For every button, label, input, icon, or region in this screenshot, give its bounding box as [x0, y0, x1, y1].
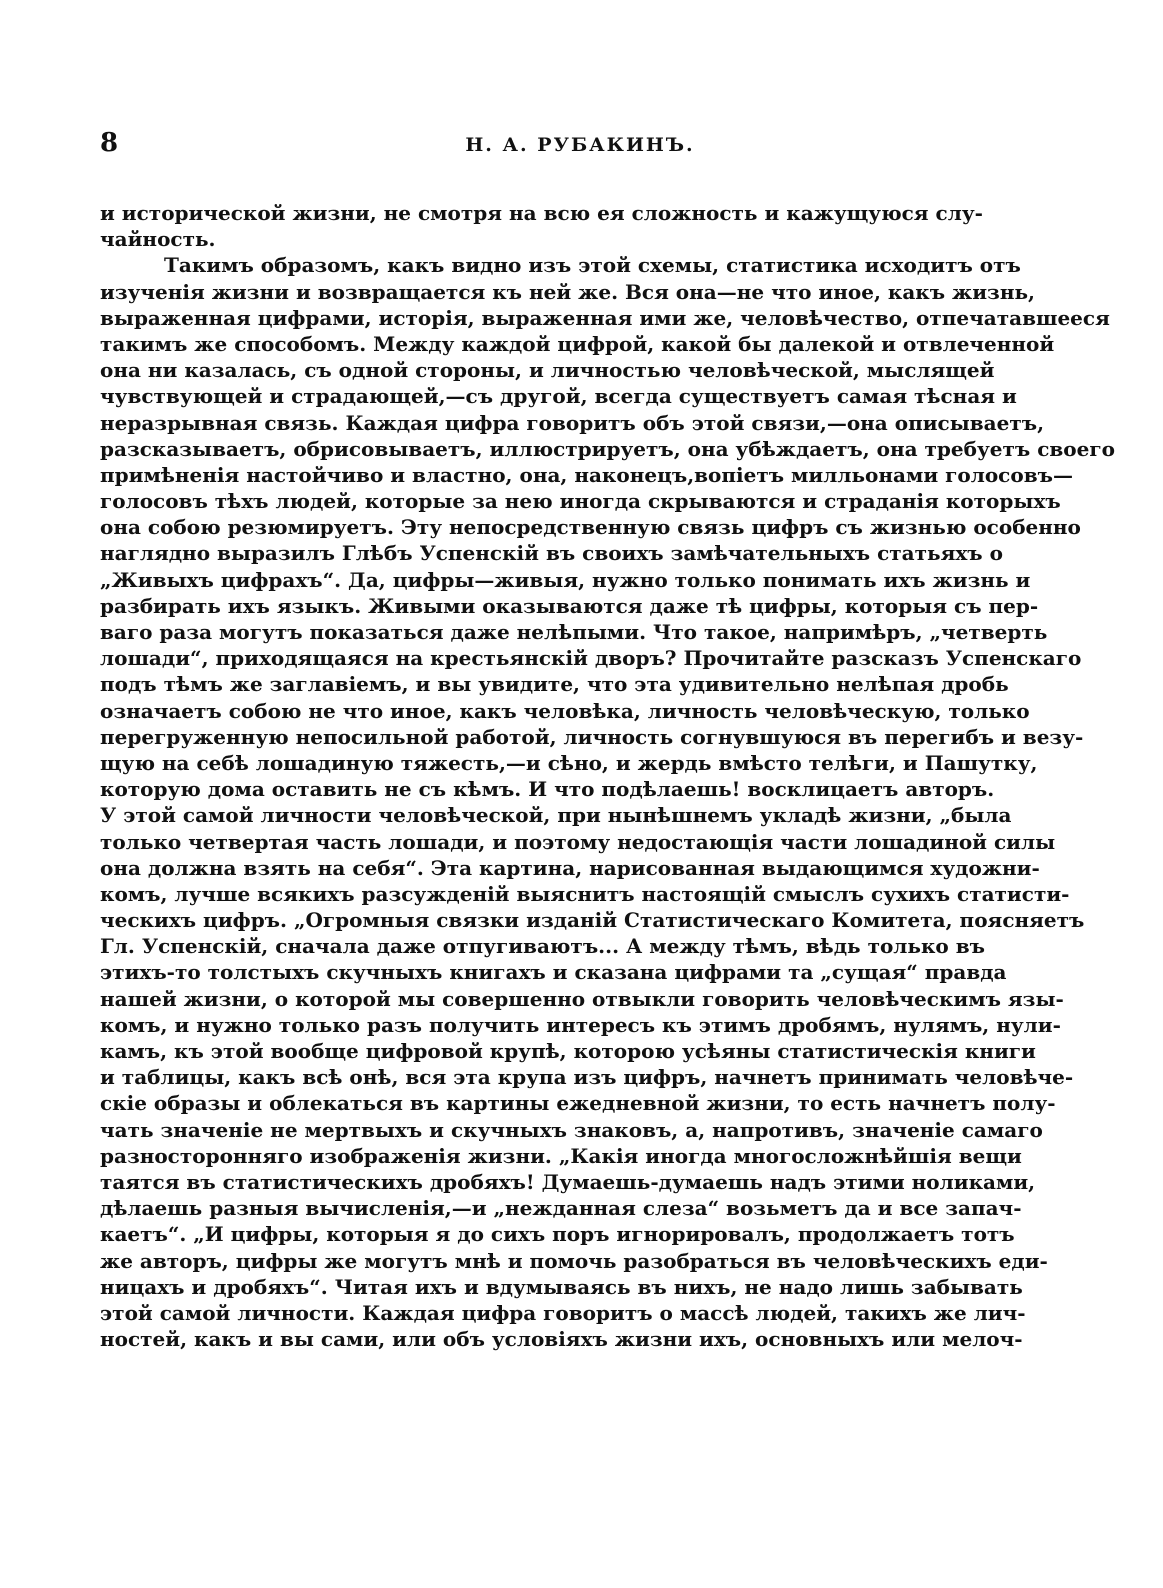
text-line: камъ, къ этой вообще цифровой крупѣ, которою усѣяны статистическія книги	[100, 1039, 1036, 1063]
text-line: ницахъ и дробяхъ“. Читая ихъ и вдумываясь въ нихъ, не надо лишь забывать	[100, 1274, 1023, 1299]
text-line: У этой самой личности человѣческой, при нынѣшнемъ укладѣ жизни, „была	[100, 803, 1012, 828]
text-line: означаетъ собою не что иное, какъ человѣка, личность человѣческую, только	[100, 698, 1030, 723]
text-line: ностей, какъ и вы сами, или объ условіяхъ жизни ихъ, основныхъ или мелоч-	[100, 1327, 1023, 1352]
body-text	[100, 200, 1115, 1352]
text-line: она собою резюмируетъ. Эту непосредственную связь цифръ съ жизнью особенно	[100, 515, 1081, 540]
text-line: этой самой личности. Каждая цифра говоритъ о массѣ людей, такихъ же лич-	[100, 1300, 1026, 1325]
text-line: комъ, и нужно только разъ получить интересъ къ этимъ дробямъ, нулямъ, нули-	[100, 1012, 1061, 1037]
text-line: каетъ“. „И цифры, которыя я до сихъ поръ игнорировалъ, продолжаетъ тотъ	[100, 1222, 1015, 1247]
text-line: этихъ-то толстыхъ скучныхъ книгахъ и сказана цифрами та „сущая“ правда	[100, 960, 1007, 985]
text-line: и таблицы, какъ всѣ онѣ, вся эта крупа изъ цифръ, начнетъ принимать человѣче-	[100, 1065, 1074, 1090]
text-line: и исторической жизни, не смотря на всю ея сложность и кажущуюся слу-	[100, 201, 983, 225]
text-line: комъ, лучше всякихъ разсужденій выяснитъ настоящій смыслъ сухихъ статисти-	[100, 881, 1070, 906]
text-line: ческихъ цифръ. „Огромныя связки изданій Статистическаго Комитета, поясняетъ	[100, 908, 1085, 933]
text-line: же авторъ, цифры же могутъ мнѣ и помочь разобраться въ человѣческихъ еди-	[100, 1248, 1048, 1273]
text-line: неразрывная связь. Каждая цифра говоритъ объ этой связи,—она описываетъ,	[100, 410, 1045, 435]
text-line: нашей жизни, о которой мы совершенно отвыкли говорить человѣческимъ язы-	[100, 986, 1064, 1011]
text-line: чувствующей и страдающей,—съ другой, всегда существуетъ самая тѣсная и	[100, 384, 1017, 409]
text-line: она ни казалась, съ одной стороны, и личностью человѣческой, мыслящей	[100, 358, 995, 383]
text-line: чать значеніе не мертвыхъ и скучныхъ знаковъ, а, напротивъ, значеніе самаго	[100, 1117, 1043, 1142]
text-line: которую дома оставить не съ кѣмъ. И что подѣлаешь! восклицаетъ авторъ.	[100, 777, 995, 802]
text-line: ваго раза могутъ показаться даже нелѣпыми. Что такое, напримѣръ, „четверть	[100, 620, 1048, 644]
running-head: Н. А. РУБАКИНЪ.	[465, 134, 695, 156]
text-line: Гл. Успенскій, сначала даже отпугиваютъ... А между тѣмъ, вѣдь только въ	[100, 934, 985, 959]
text-line: такимъ же способомъ. Между каждой цифрой, какой бы далекой и отвлеченной	[100, 331, 1055, 356]
text-line: подъ тѣмъ же заглавіемъ, и вы увидите, что эта удивительно нелѣпая дробь	[100, 672, 1009, 697]
text-line: Такимъ образомъ, какъ видно изъ этой схемы, статистика исходитъ отъ	[164, 253, 1021, 278]
text-line: разносторонняго изображенія жизни. „Какія иногда многосложнѣйшія вещи	[100, 1143, 1022, 1168]
text-line: изученія жизни и возвращается къ ней же. Вся она—не что иное, какъ жизнь,	[100, 279, 1035, 304]
text-line: голосовъ тѣхъ людей, которые за нею иногда скрываются и страданія которыхъ	[100, 489, 1061, 514]
text-line: „Живыхъ цифрахъ“. Да, цифры—живыя, нужно только понимать ихъ жизнь и	[100, 567, 1031, 592]
text-line: щую на себѣ лошадиную тяжесть,—и сѣно, и жердь вмѣсто телѣги, и Пашутку,	[100, 750, 1038, 775]
text-line: разбирать ихъ языкъ. Живыми оказываются даже тѣ цифры, которыя съ пер-	[100, 593, 1039, 618]
page-number: 8	[100, 128, 119, 158]
text-line: чайность.	[100, 227, 216, 252]
text-line: только четвертая часть лошади, и поэтому недостающія части лошадиной силы	[100, 829, 1056, 854]
text-line: примѣненія настойчиво и властно, она, наконецъ,вопіетъ милльонами голосовъ—	[100, 462, 1073, 487]
text-line: дѣлаешь разныя вычисленія,—и „нежданная слеза“ возьметъ да и все запач-	[100, 1196, 1022, 1221]
text-line: она должна взять на себя“. Эта картина, нарисованная выдающимся художни-	[100, 855, 1040, 880]
text-line: лошади“, приходящаяся на крестьянскій дворъ? Прочитайте разсказъ Успенскаго	[100, 646, 1082, 671]
text-line: разсказываетъ, обрисовываетъ, иллюстрируетъ, она убѣждаетъ, она требуетъ своего	[100, 436, 1115, 461]
text-line: скіе образы и облекаться въ картины ежедневной жизни, то есть начнетъ полу-	[100, 1091, 1056, 1116]
text-line: выраженная цифрами, исторія, выраженная ими же, человѣчество, отпечатавшееся	[100, 305, 1110, 330]
text-line: таятся въ статистическихъ дробяхъ! Думаешь-думаешь надъ этими ноликами,	[100, 1169, 1036, 1194]
text-line: наглядно выразилъ Глѣбъ Успенскій въ своихъ замѣчательныхъ статьяхъ о	[100, 541, 1003, 566]
text-line: перегруженную непосильной работой, личность согнувшуюся въ перегибъ и везу-	[100, 724, 1084, 749]
